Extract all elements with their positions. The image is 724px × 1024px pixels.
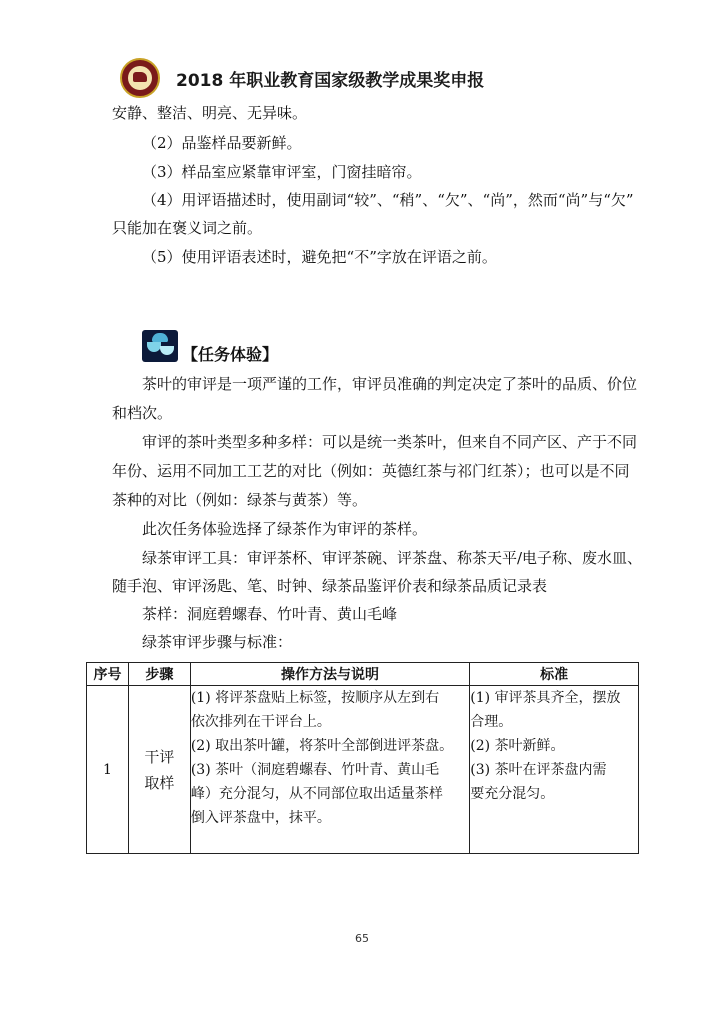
body-line: 随手泡、审评汤匙、笔、时钟、绿茶品鉴评价表和绿茶品质记录表: [112, 577, 548, 595]
row-step: [128, 686, 190, 854]
page-header: [120, 54, 640, 100]
header-standard: 标准: [470, 663, 639, 686]
table-row: [87, 686, 639, 854]
header-no: 序号: [87, 663, 129, 686]
body-line: 审评的茶叶类型多种多样：可以是统一类茶叶，但来自不同产区、产于不同: [142, 433, 638, 451]
body-line: （4）用评语描述时，使用副词“较”、“稍”、“欠”、“尚”，然而“尚”与“欠”: [142, 191, 634, 209]
row-method: [190, 686, 469, 854]
body-line: 安静、整洁、明亮、无异味。: [112, 104, 308, 122]
step-line: 取样: [144, 773, 175, 792]
section-heading: [142, 330, 442, 364]
header-step: 步骤: [128, 663, 190, 686]
body-line: （3）样品室应紧靠审评室，门窗挂暗帘。: [142, 163, 422, 181]
method-line: (1) 将评茶盘贴上标签，按顺序从左到右: [190, 690, 440, 706]
body-line: 茶种的对比（例如：绿茶与黄茶）等。: [112, 491, 368, 509]
body-line: （5）使用评语表述时，避免把“不”字放在评语之前。: [142, 248, 497, 266]
body-line: 和档次。: [112, 404, 173, 422]
standard-line: (2) 茶叶新鲜。: [470, 738, 565, 754]
body-line: 茶叶的审评是一项严谨的工作，审评员准确的判定决定了茶叶的品质、价位: [142, 375, 638, 393]
green-tea-evaluation-table: [86, 662, 639, 854]
body-line: 此次任务体验选择了绿茶作为审评的茶样。: [142, 520, 428, 538]
standard-line: (1) 审评茶具齐全，摆放: [470, 690, 621, 706]
body-line: 绿茶审评步骤与标准：: [142, 633, 293, 651]
standard-line: 合理。: [470, 714, 513, 730]
standard-line: 要充分混匀。: [470, 786, 555, 802]
row-number: 1: [87, 686, 129, 854]
body-line: 茶样：洞庭碧螺春、竹叶青、黄山毛峰: [142, 605, 398, 623]
table-header-row: [87, 663, 639, 686]
row-standard: [470, 686, 639, 854]
standard-line: (3) 茶叶在评茶盘内需: [470, 762, 607, 778]
method-line: (3) 茶叶（洞庭碧螺春、竹叶青、黄山毛: [190, 762, 440, 778]
method-line: (2) 取出茶叶罐，将茶叶全部倒进评茶盘。: [190, 738, 454, 754]
school-logo: [120, 58, 160, 98]
body-line: （2）品鉴样品要新鲜。: [142, 134, 302, 152]
header-title: 2018 年职业教育国家级教学成果奖申报: [176, 71, 485, 91]
body-line: 年份、运用不同加工工艺的对比（例如：英德红茶与祁门红茶）；也可以是不同: [112, 462, 630, 480]
tea-set-icon: [142, 330, 178, 362]
page-number: 65: [355, 932, 369, 945]
method-line: 倒入评茶盘中，抹平。: [190, 810, 331, 826]
step-line: 干评: [144, 747, 175, 766]
section-title: 【任务体验】: [182, 345, 279, 364]
body-line: 绿茶审评工具：审评茶杯、审评茶碗、评茶盘、称茶天平/电子称、废水皿、: [142, 549, 643, 567]
method-line: 峰）充分混匀，从不同部位取出适量茶样: [190, 786, 443, 802]
body-line: 只能加在褒义词之前。: [112, 219, 263, 237]
method-line: 依次排列在干评台上。: [190, 714, 331, 730]
header-method: 操作方法与说明: [190, 663, 469, 686]
